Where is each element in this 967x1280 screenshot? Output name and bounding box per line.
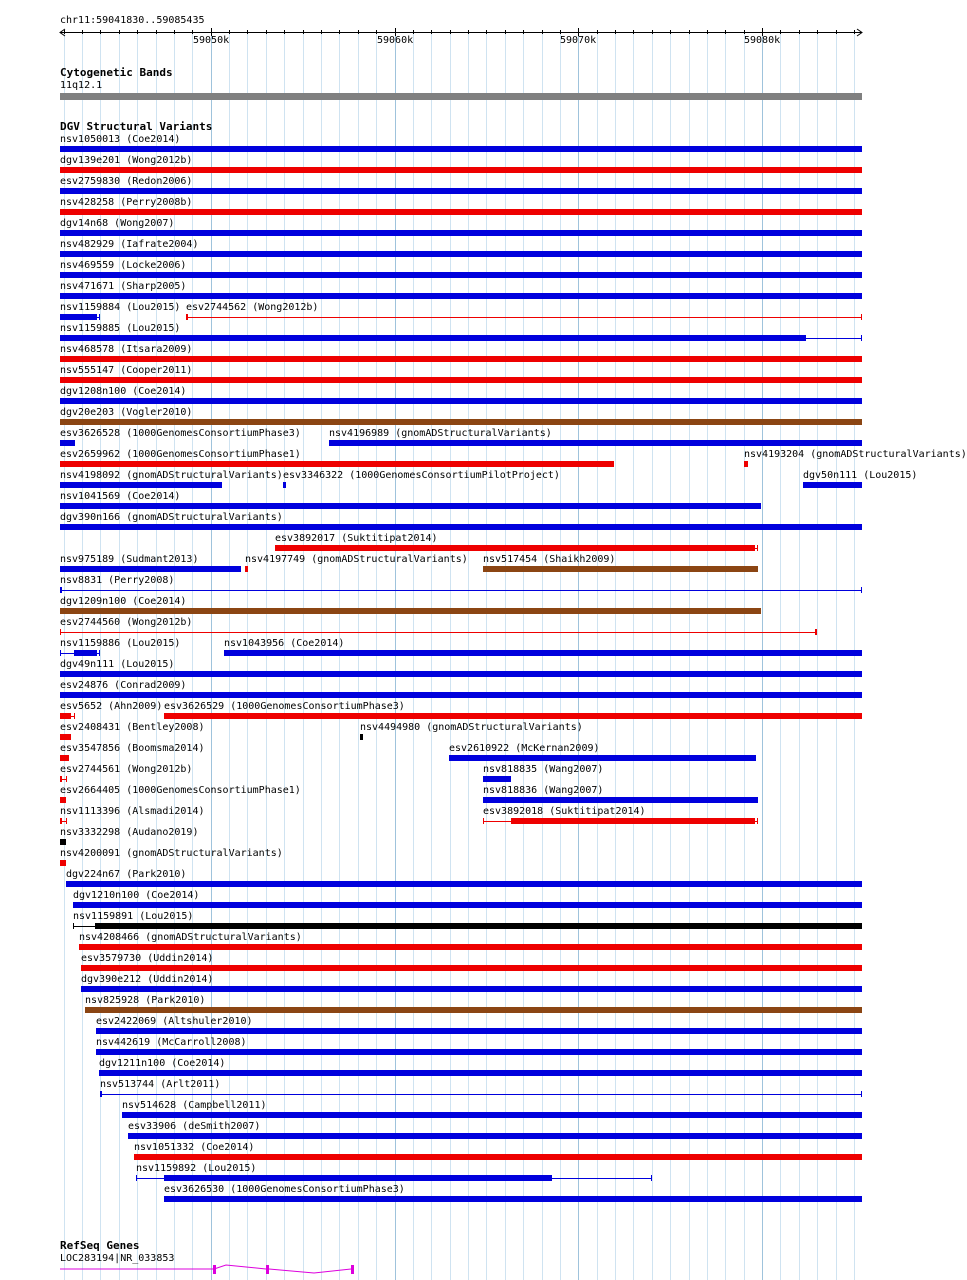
gene-exon bbox=[351, 1265, 354, 1274]
sv-label[interactable]: nsv818835 (Wang2007) bbox=[483, 764, 604, 775]
sv-label[interactable]: nsv514628 (Campbell2011) bbox=[122, 1100, 267, 1111]
sv-feature-bar[interactable] bbox=[60, 167, 862, 173]
sv-feature-bar[interactable] bbox=[164, 1175, 552, 1181]
sv-feature-bar[interactable] bbox=[60, 797, 66, 803]
sv-label[interactable]: esv2659962 (1000GenomesConsortiumPhase1) bbox=[60, 449, 301, 460]
sv-feature-bar[interactable] bbox=[329, 440, 862, 446]
sv-label[interactable]: dgv20e203 (Vogler2010) bbox=[60, 407, 193, 418]
sv-label[interactable]: esv3892018 (Suktitipat2014) bbox=[483, 806, 646, 817]
refseq-track-title: RefSeq Genes bbox=[60, 1239, 140, 1252]
sv-feature-bar[interactable] bbox=[128, 1133, 862, 1139]
sv-feature-bar[interactable] bbox=[60, 482, 222, 488]
gene-intron bbox=[214, 1265, 266, 1269]
sv-end-tick bbox=[60, 818, 61, 824]
sv-label[interactable]: dgv139e201 (Wong2012b) bbox=[60, 155, 193, 166]
sv-feature-bar[interactable] bbox=[60, 755, 69, 761]
gene-exon bbox=[213, 1265, 216, 1274]
sv-label[interactable]: nsv1159884 (Lou2015) bbox=[60, 302, 181, 313]
sv-feature-bar[interactable] bbox=[60, 524, 862, 530]
sv-label[interactable]: nsv1159886 (Lou2015) bbox=[60, 638, 181, 649]
sv-end-tick bbox=[60, 314, 61, 320]
sv-end-tick bbox=[60, 335, 61, 341]
sv-feature-bar[interactable] bbox=[60, 713, 71, 719]
sv-feature-bar[interactable] bbox=[60, 251, 862, 257]
sv-label[interactable]: esv2610922 (McKernan2009) bbox=[449, 743, 600, 754]
sv-feature-bar[interactable] bbox=[60, 566, 241, 572]
sv-feature-bar[interactable] bbox=[79, 944, 862, 950]
sv-feature-bar[interactable] bbox=[483, 797, 758, 803]
sv-feature-bar[interactable] bbox=[360, 734, 363, 740]
sv-end-tick bbox=[861, 587, 862, 593]
sv-label[interactable]: nsv4208466 (gnomADStructuralVariants) bbox=[79, 932, 302, 943]
sv-end-tick bbox=[483, 818, 484, 824]
sv-label[interactable]: nsv1043956 (Coe2014) bbox=[224, 638, 345, 649]
sv-end-tick bbox=[136, 1175, 137, 1181]
sv-end-tick bbox=[861, 314, 862, 320]
sv-feature-bar[interactable] bbox=[60, 461, 614, 467]
sv-end-tick bbox=[60, 776, 61, 782]
gene-label[interactable]: LOC283194|NR_033853 bbox=[60, 1253, 175, 1264]
sv-end-tick bbox=[60, 713, 61, 719]
sv-label[interactable]: esv3579730 (Uddin2014) bbox=[81, 953, 214, 964]
sv-end-tick bbox=[275, 545, 276, 551]
sv-label[interactable]: dgv14n68 (Wong2007) bbox=[60, 218, 175, 229]
sv-label[interactable]: dgv390e212 (Uddin2014) bbox=[81, 974, 214, 985]
sv-feature-bar[interactable] bbox=[95, 923, 862, 929]
sv-end-tick bbox=[816, 629, 817, 635]
sv-label[interactable]: esv24876 (Conrad2009) bbox=[60, 680, 187, 691]
sv-label[interactable]: nsv469559 (Locke2006) bbox=[60, 260, 187, 271]
location-label: chr11:59041830..59085435 bbox=[60, 15, 205, 26]
sv-feature-bar[interactable] bbox=[122, 1112, 862, 1118]
sv-label[interactable]: nsv8831 (Perry2008) bbox=[60, 575, 175, 586]
sv-label[interactable]: nsv1113396 (Alsmadi2014) bbox=[60, 806, 205, 817]
sv-end-tick bbox=[99, 314, 100, 320]
sv-label[interactable]: esv2422069 (Altshuler2010) bbox=[96, 1016, 253, 1027]
sv-feature-line[interactable] bbox=[60, 632, 817, 633]
sv-feature-bar[interactable] bbox=[60, 293, 862, 299]
sv-feature-bar[interactable] bbox=[81, 986, 862, 992]
sv-feature-bar[interactable] bbox=[60, 356, 862, 362]
sv-feature-bar[interactable] bbox=[245, 566, 248, 572]
sv-feature-bar[interactable] bbox=[60, 671, 862, 677]
ruler-tick-label: 59050k bbox=[193, 35, 230, 46]
sv-feature-bar[interactable] bbox=[744, 461, 748, 467]
sv-feature-bar[interactable] bbox=[96, 1028, 862, 1034]
sv-label[interactable]: nsv517454 (Shaikh2009) bbox=[483, 554, 616, 565]
sv-label[interactable]: esv3626530 (1000GenomesConsortiumPhase3) bbox=[164, 1184, 405, 1195]
sv-label[interactable]: nsv1159891 (Lou2015) bbox=[73, 911, 194, 922]
sv-label[interactable]: nsv4197749 (gnomADStructuralVariants) bbox=[245, 554, 468, 565]
sv-feature-line[interactable] bbox=[60, 590, 862, 591]
sv-label[interactable]: dgv1208n100 (Coe2014) bbox=[60, 386, 187, 397]
sv-feature-bar[interactable] bbox=[483, 776, 511, 782]
sv-feature-bar[interactable] bbox=[60, 188, 862, 194]
sv-label[interactable]: esv33906 (deSmith2007) bbox=[128, 1121, 261, 1132]
sv-label[interactable]: nsv428258 (Perry2008b) bbox=[60, 197, 193, 208]
sv-feature-bar[interactable] bbox=[60, 146, 862, 152]
sv-feature-bar[interactable] bbox=[73, 902, 862, 908]
sv-end-tick bbox=[861, 923, 862, 929]
sv-label[interactable]: nsv818836 (Wang2007) bbox=[483, 785, 604, 796]
sv-end-tick bbox=[186, 314, 187, 320]
sv-feature-bar[interactable] bbox=[85, 1007, 862, 1013]
sv-feature-bar[interactable] bbox=[275, 545, 755, 551]
sv-label[interactable]: dgv1210n100 (Coe2014) bbox=[73, 890, 200, 901]
sv-feature-bar[interactable] bbox=[224, 650, 862, 656]
sv-label[interactable]: nsv482929 (Iafrate2004) bbox=[60, 239, 199, 250]
sv-end-tick bbox=[757, 545, 758, 551]
gene-intron bbox=[269, 1269, 351, 1273]
dgv-track-title: DGV Structural Variants bbox=[60, 120, 213, 133]
sv-end-tick bbox=[651, 1175, 652, 1181]
sv-feature-bar[interactable] bbox=[60, 734, 71, 740]
ruler-tick-label: 59060k bbox=[377, 35, 414, 46]
sv-label[interactable]: nsv4196989 (gnomADStructuralVariants) bbox=[329, 428, 552, 439]
sv-label[interactable]: dgv1211n100 (Coe2014) bbox=[99, 1058, 226, 1069]
sv-feature-bar[interactable] bbox=[60, 209, 862, 215]
sv-label[interactable]: esv2664405 (1000GenomesConsortiumPhase1) bbox=[60, 785, 301, 796]
sv-feature-bar[interactable] bbox=[60, 398, 862, 404]
sv-label[interactable]: nsv555147 (Cooper2011) bbox=[60, 365, 193, 376]
sv-label[interactable]: nsv4200091 (gnomADStructuralVariants) bbox=[60, 848, 283, 859]
sv-feature-bar[interactable] bbox=[164, 1196, 862, 1202]
sv-label[interactable]: nsv975189 (Sudmant2013) bbox=[60, 554, 199, 565]
sv-feature-bar[interactable] bbox=[134, 1154, 862, 1160]
sv-feature-bar[interactable] bbox=[96, 1049, 862, 1055]
gene-exon bbox=[266, 1265, 269, 1274]
sv-feature-bar[interactable] bbox=[60, 503, 761, 509]
sv-label[interactable]: esv3626528 (1000GenomesConsortiumPhase3) bbox=[60, 428, 301, 439]
sv-label[interactable]: dgv50n111 (Lou2015) bbox=[803, 470, 918, 481]
sv-feature-bar[interactable] bbox=[60, 335, 806, 341]
sv-feature-bar[interactable] bbox=[60, 860, 66, 866]
sv-end-tick bbox=[60, 650, 61, 656]
sv-label[interactable]: nsv4198092 (gnomADStructuralVariants) bbox=[60, 470, 283, 481]
sv-label[interactable]: esv3346322 (1000GenomesConsortiumPilotProject) bbox=[283, 470, 560, 481]
sv-label[interactable]: esv3547856 (Boomsma2014) bbox=[60, 743, 205, 754]
sv-feature-bar[interactable] bbox=[511, 818, 755, 824]
sv-label[interactable]: dgv49n111 (Lou2015) bbox=[60, 659, 175, 670]
sv-feature-bar[interactable] bbox=[449, 755, 756, 761]
sv-label[interactable]: nsv4193204 (gnomADStructuralVariants) bbox=[744, 449, 967, 460]
sv-end-tick bbox=[861, 335, 862, 341]
sv-label[interactable]: nsv471671 (Sharp2005) bbox=[60, 281, 187, 292]
sv-label[interactable]: esv5652 (Ahn2009) bbox=[60, 701, 163, 712]
sv-label[interactable]: nsv4494980 (gnomADStructuralVariants) bbox=[360, 722, 583, 733]
sv-label[interactable]: nsv442619 (McCarroll2008) bbox=[96, 1037, 247, 1048]
sv-feature-bar[interactable] bbox=[60, 230, 862, 236]
sv-label[interactable]: dgv224n67 (Park2010) bbox=[66, 869, 187, 880]
sv-feature-bar[interactable] bbox=[60, 314, 97, 320]
sv-end-tick bbox=[66, 776, 67, 782]
cytoband-label: 11q12.1 bbox=[60, 80, 103, 91]
sv-label[interactable]: esv2744562 (Wong2012b) bbox=[186, 302, 319, 313]
ruler-tick-label: 59070k bbox=[560, 35, 597, 46]
sv-label[interactable]: nsv1050013 (Coe2014) bbox=[60, 134, 181, 145]
sv-feature-bar[interactable] bbox=[283, 482, 286, 488]
sv-end-tick bbox=[73, 923, 74, 929]
ruler-tick-label: 59080k bbox=[744, 35, 781, 46]
sv-label[interactable]: dgv390n166 (gnomADStructuralVariants) bbox=[60, 512, 283, 523]
sv-label[interactable]: esv2408431 (Bentley2008) bbox=[60, 722, 205, 733]
sv-label[interactable]: dgv1209n100 (Coe2014) bbox=[60, 596, 187, 607]
sv-end-tick bbox=[60, 629, 61, 635]
sv-end-tick bbox=[99, 650, 100, 656]
sv-end-tick bbox=[861, 1091, 862, 1097]
sv-feature-bar[interactable] bbox=[60, 272, 862, 278]
sv-feature-bar[interactable] bbox=[164, 713, 862, 719]
sv-feature-bar[interactable] bbox=[60, 440, 75, 446]
sv-feature-bar[interactable] bbox=[74, 650, 97, 656]
sv-label[interactable]: esv2759830 (Redon2006) bbox=[60, 176, 193, 187]
sv-label[interactable]: esv2744560 (Wong2012b) bbox=[60, 617, 193, 628]
sv-feature-bar[interactable] bbox=[81, 965, 862, 971]
sv-feature-bar[interactable] bbox=[60, 419, 862, 425]
sv-label[interactable]: nsv1159885 (Lou2015) bbox=[60, 323, 181, 334]
sv-label[interactable]: esv3626529 (1000GenomesConsortiumPhase3) bbox=[164, 701, 405, 712]
sv-end-tick bbox=[66, 818, 67, 824]
cytoband-track-title: Cytogenetic Bands bbox=[60, 66, 173, 79]
sv-feature-bar[interactable] bbox=[803, 482, 862, 488]
sv-label[interactable]: nsv513744 (Arlt2011) bbox=[100, 1079, 221, 1090]
sv-label[interactable]: nsv825928 (Park2010) bbox=[85, 995, 206, 1006]
sv-feature-bar[interactable] bbox=[60, 608, 761, 614]
sv-feature-line[interactable] bbox=[100, 1094, 862, 1095]
sv-end-tick bbox=[74, 713, 75, 719]
sv-label[interactable]: nsv1051332 (Coe2014) bbox=[134, 1142, 255, 1153]
sv-label[interactable]: nsv3332298 (Audano2019) bbox=[60, 827, 199, 838]
sv-end-tick bbox=[100, 1091, 101, 1097]
sv-label[interactable]: nsv468578 (Itsara2009) bbox=[60, 344, 193, 355]
sv-feature-line[interactable] bbox=[186, 317, 862, 318]
sv-feature-bar[interactable] bbox=[60, 377, 862, 383]
gene-model[interactable] bbox=[0, 1262, 890, 1276]
sv-feature-bar[interactable] bbox=[60, 839, 66, 845]
sv-feature-bar[interactable] bbox=[66, 881, 862, 887]
sv-feature-bar[interactable] bbox=[483, 566, 758, 572]
sv-label[interactable]: nsv1041569 (Coe2014) bbox=[60, 491, 181, 502]
sv-end-tick bbox=[757, 818, 758, 824]
sv-label[interactable]: esv2744561 (Wong2012b) bbox=[60, 764, 193, 775]
sv-label[interactable]: esv3892017 (Suktitipat2014) bbox=[275, 533, 438, 544]
sv-feature-bar[interactable] bbox=[60, 692, 862, 698]
sv-feature-bar[interactable] bbox=[99, 1070, 862, 1076]
sv-end-tick bbox=[60, 587, 61, 593]
cytoband-bar[interactable] bbox=[60, 93, 862, 100]
sv-label[interactable]: nsv1159892 (Lou2015) bbox=[136, 1163, 257, 1174]
